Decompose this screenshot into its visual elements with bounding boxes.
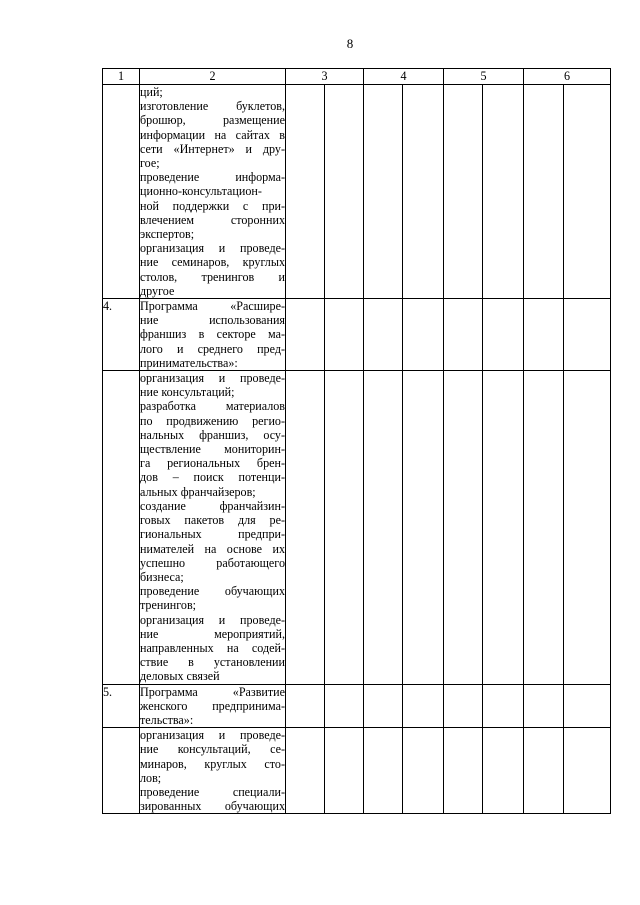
empty-cell (483, 299, 524, 371)
description-line: по продвижению регио- (140, 413, 285, 428)
description-line: столов, тренингов и (140, 269, 285, 284)
description-line: женского предпринима- (140, 698, 285, 713)
empty-cell (524, 371, 564, 684)
row-number-cell: 4. (103, 299, 140, 371)
description-line: информации на сайтах в (140, 127, 285, 142)
description-line: гое; (140, 156, 160, 171)
description-line: направленных на содей- (140, 640, 285, 655)
empty-cell (444, 371, 483, 684)
table-container (102, 68, 611, 814)
description-line: проведение обучающих (140, 584, 285, 599)
empty-cell (564, 371, 611, 684)
description-line: ние консультаций, се- (140, 742, 285, 757)
description-line: лого и среднего пред- (140, 341, 285, 356)
empty-cell (364, 299, 403, 371)
description-cell (140, 299, 286, 371)
empty-cell (444, 728, 483, 814)
description-line: га региональных брен- (140, 456, 285, 471)
empty-cell (564, 85, 611, 299)
empty-cell (403, 371, 444, 684)
empty-cell (564, 299, 611, 371)
description-line: организация и проведе- (140, 241, 285, 256)
header-cell-3: 3 (286, 69, 364, 85)
empty-cell (403, 299, 444, 371)
header-cell-6: 6 (524, 69, 611, 85)
empty-cell (483, 85, 524, 299)
description-line: гиональных предпри- (140, 527, 285, 542)
empty-cell (325, 728, 364, 814)
header-cell-5: 5 (444, 69, 524, 85)
description-cell (140, 371, 286, 684)
table-row (103, 684, 611, 728)
description-line: проведение специали- (140, 784, 285, 799)
empty-cell (403, 684, 444, 728)
description-cell (140, 684, 286, 728)
empty-cell (286, 371, 325, 684)
description-line: минаров, круглых сто- (140, 756, 285, 771)
empty-cell (444, 85, 483, 299)
table-row (103, 728, 611, 814)
description-line: ствие в установлении (140, 655, 285, 670)
header-row (103, 69, 611, 85)
empty-cell (524, 728, 564, 814)
empty-cell (524, 85, 564, 299)
description-line: принимательства»: (140, 355, 238, 370)
description-line: изготовление буклетов, (140, 99, 285, 114)
description-line: сети «Интернет» и дру- (140, 141, 285, 156)
empty-cell (483, 728, 524, 814)
table-row (103, 299, 611, 371)
description-line: ций; (140, 85, 163, 99)
empty-cell (325, 85, 364, 299)
description-line: тельства»: (140, 712, 194, 727)
description-line: ние мероприятий, (140, 626, 285, 641)
row-number-cell (103, 85, 140, 299)
description-line: деловых связей (140, 669, 220, 684)
description-line: брошюр, размещение (140, 113, 285, 128)
empty-cell (325, 299, 364, 371)
description-line: разработка материалов (140, 399, 285, 414)
empty-cell (364, 728, 403, 814)
description-line: альных франчайзеров; (140, 484, 256, 499)
description-line: ной поддержки с при- (140, 198, 285, 213)
empty-cell (364, 684, 403, 728)
data-table (102, 68, 611, 814)
header-cell-2: 2 (140, 69, 286, 85)
description-line: франшиз в секторе ма- (140, 327, 285, 342)
empty-cell (403, 728, 444, 814)
empty-cell (286, 728, 325, 814)
description-line: нимателей на основе их (140, 541, 285, 556)
empty-cell (444, 684, 483, 728)
description-cell (140, 728, 286, 814)
empty-cell (364, 371, 403, 684)
description-line: проведение информа- (140, 170, 285, 185)
row-number-cell: 5. (103, 684, 140, 728)
table-row (103, 371, 611, 684)
row-number-cell (103, 728, 140, 814)
empty-cell (325, 371, 364, 684)
row-number-cell (103, 371, 140, 684)
empty-cell (286, 85, 325, 299)
description-line: организация и проведе- (140, 371, 285, 386)
description-line: ционно-консультацион- (140, 184, 262, 199)
description-line: говых пакетов для ре- (140, 513, 285, 528)
empty-cell (403, 85, 444, 299)
table-row (103, 85, 611, 299)
description-line: организация и проведе- (140, 728, 285, 743)
description-line: создание франчайзин- (140, 498, 285, 513)
empty-cell (483, 684, 524, 728)
description-line: лов; (140, 770, 162, 785)
empty-cell (444, 299, 483, 371)
description-line: дов – поиск потенци- (140, 470, 285, 485)
description-line: Программа «Развитие (140, 684, 285, 699)
header-cell-4: 4 (364, 69, 444, 85)
description-line: экспертов; (140, 227, 195, 242)
description-line: бизнеса; (140, 569, 184, 584)
description-line: зированных обучающих (140, 799, 285, 814)
description-line: Программа «Расшире- (140, 299, 285, 314)
description-line: ние консультаций; (140, 385, 235, 400)
description-line: тренингов; (140, 598, 197, 613)
header-cell-1: 1 (103, 69, 140, 85)
empty-cell (483, 371, 524, 684)
description-cell (140, 85, 286, 299)
empty-cell (524, 299, 564, 371)
empty-cell (564, 684, 611, 728)
empty-cell (286, 684, 325, 728)
empty-cell (325, 684, 364, 728)
description-line: ние семинаров, круглых (140, 255, 285, 270)
page-number: 8 (346, 36, 354, 51)
description-line: успешно работающего (140, 555, 285, 570)
description-line: другое (140, 283, 175, 298)
empty-cell (524, 684, 564, 728)
description-line: нальных франшиз, осу- (140, 427, 285, 442)
description-line: ние использования (140, 313, 285, 328)
description-line: организация и проведе- (140, 612, 285, 627)
empty-cell (286, 299, 325, 371)
empty-cell (364, 85, 403, 299)
description-line: ществление мониторин- (140, 442, 285, 457)
description-line: влечением сторонних (140, 212, 285, 227)
empty-cell (564, 728, 611, 814)
